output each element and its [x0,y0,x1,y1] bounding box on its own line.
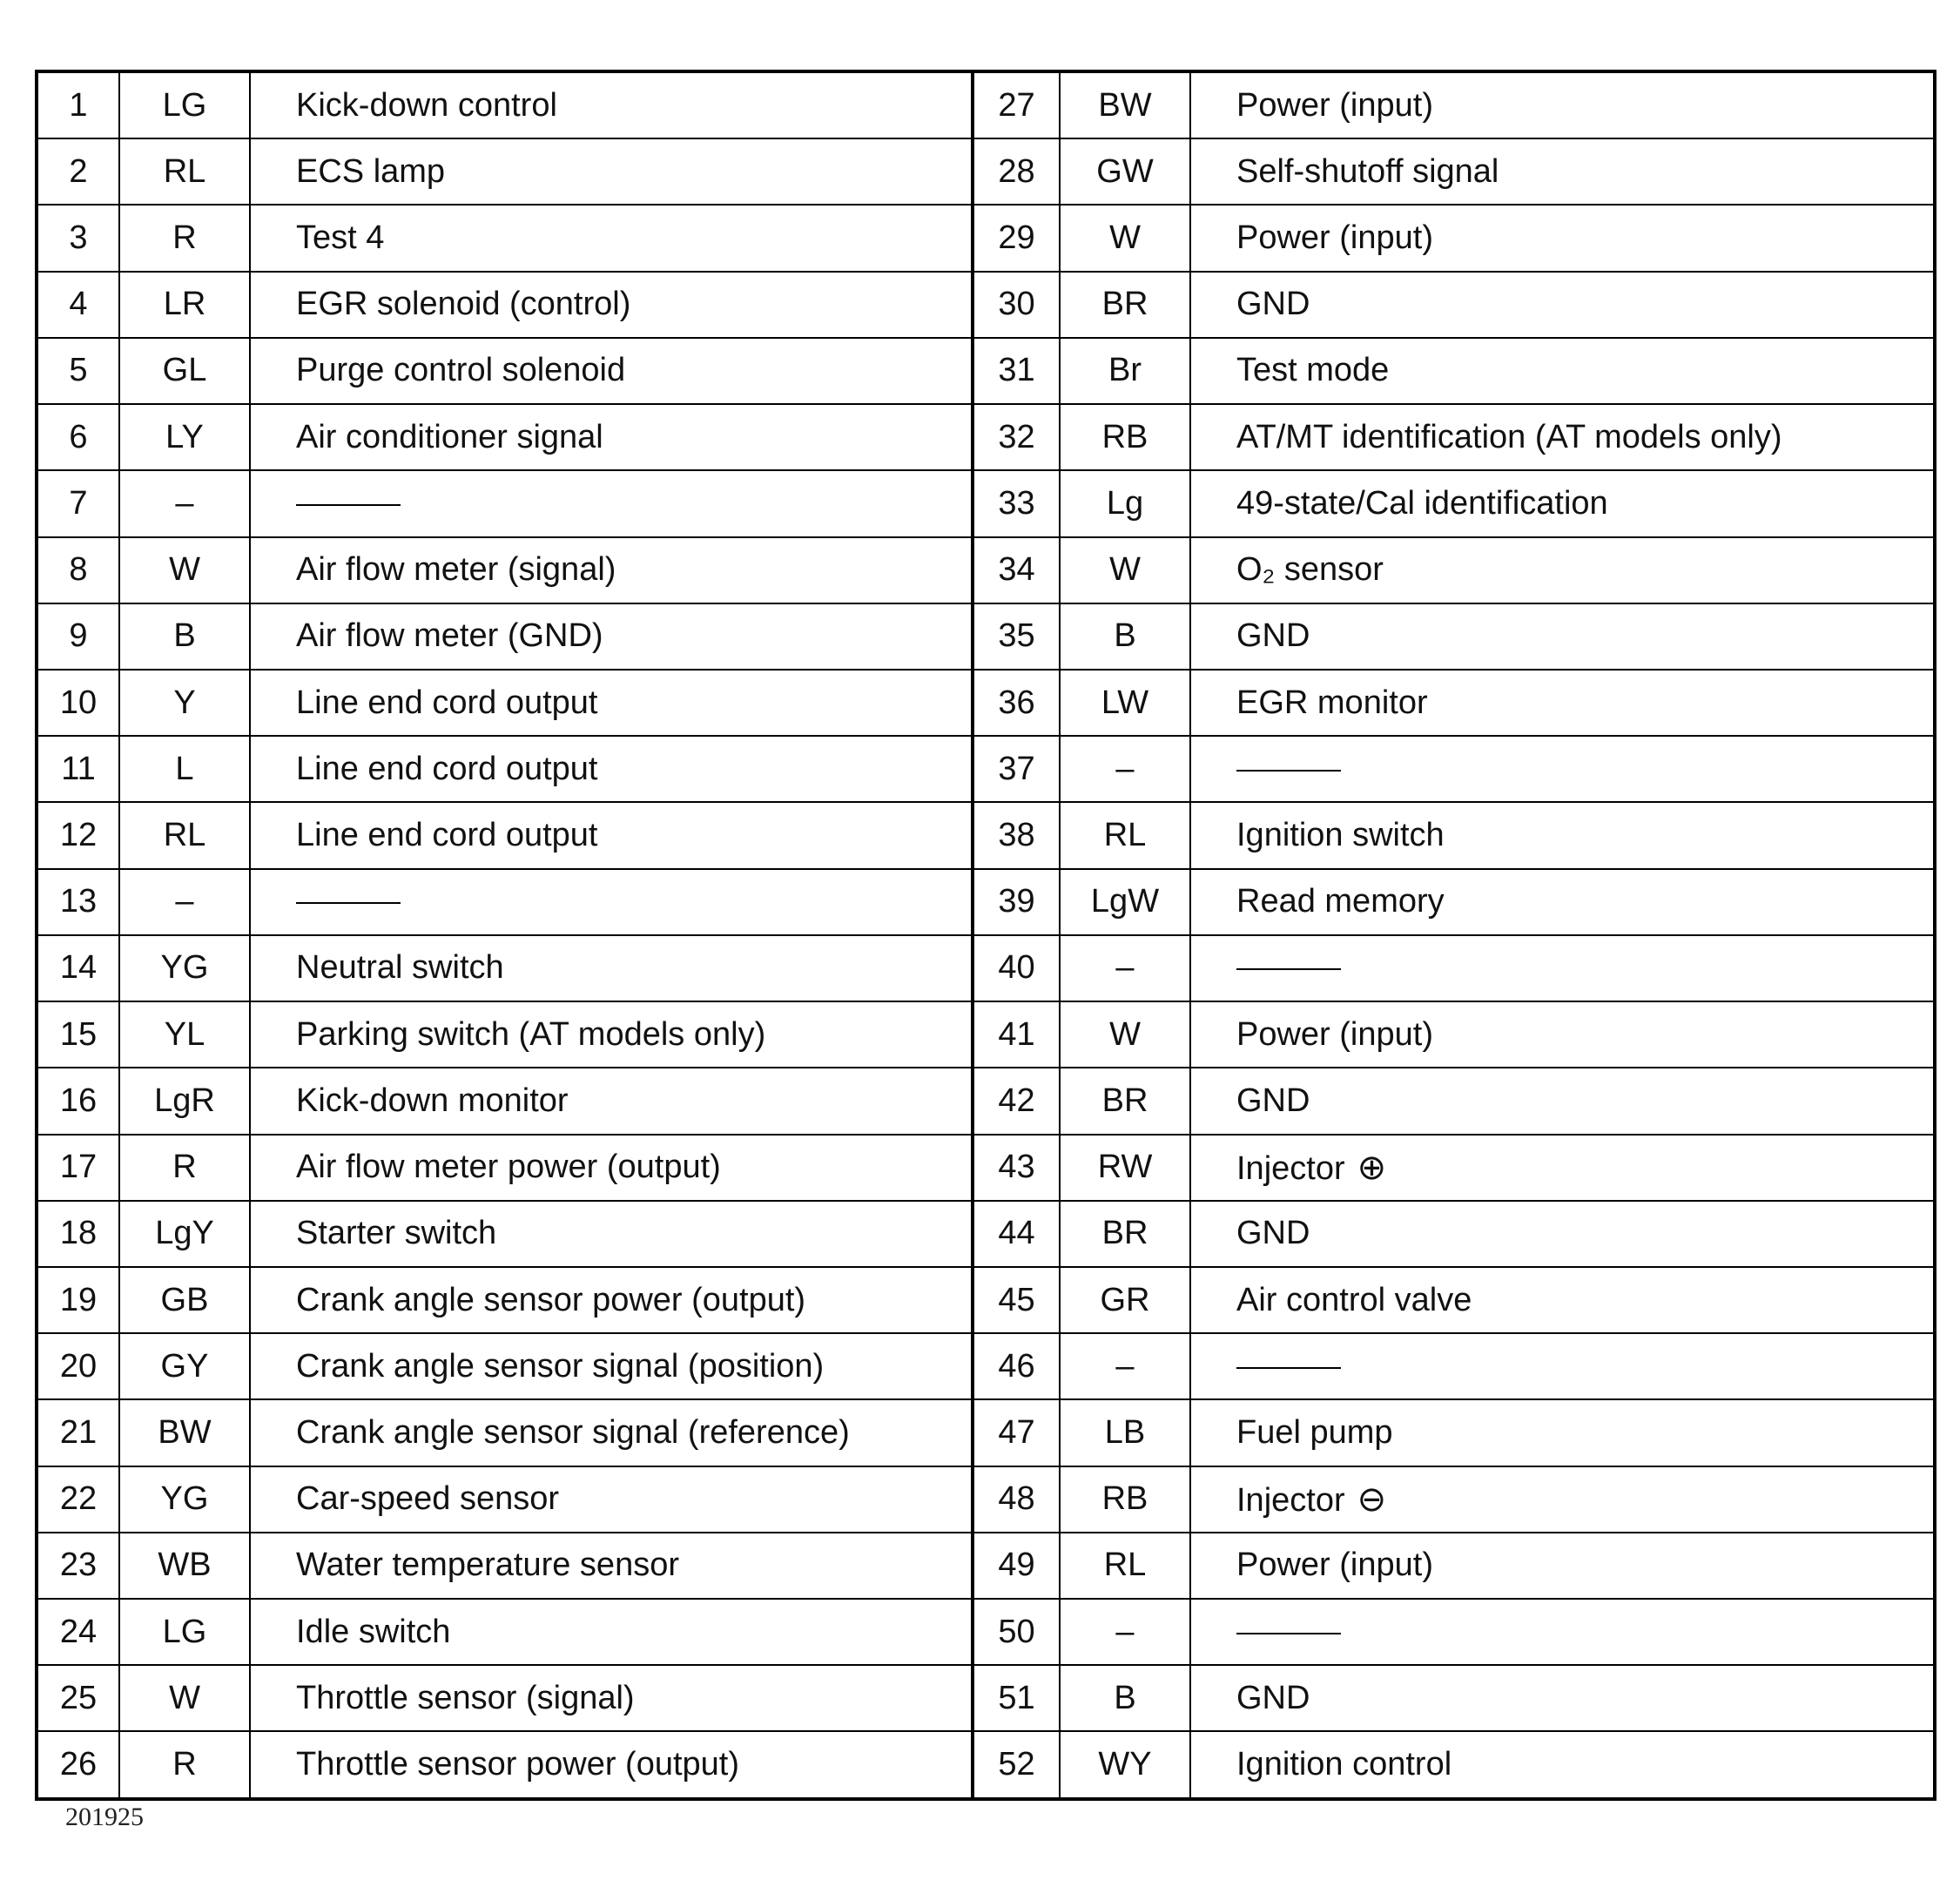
pin-row [37,71,1935,138]
pin-number: 4 [37,272,119,338]
pin-function [1190,1135,1935,1201]
function-text: Read memory [1236,883,1445,920]
pin-number: 13 [37,869,119,935]
pin-function [250,1135,973,1201]
pin-function [250,1068,973,1134]
pin-function [250,935,973,1001]
wire-color: LW [1060,670,1190,736]
wire-color: – [1060,935,1190,1001]
pin-function [250,404,973,470]
function-text: Ignition control [1236,1746,1452,1783]
wire-color: B [119,603,250,670]
pin-function [250,603,973,670]
unused-dash-line [1236,968,1341,970]
function-text: Air flow meter power (output) [296,1149,721,1186]
pin-row [37,1201,1935,1267]
pin-function [250,1533,973,1599]
pin-number: 22 [37,1466,119,1533]
pin-row [37,935,1935,1001]
pin-number: 49 [973,1533,1060,1599]
function-text: Power (input) [1236,1547,1433,1584]
pin-function [250,670,973,736]
pin-number: 14 [37,935,119,1001]
function-text: Kick-down monitor [296,1082,569,1119]
pin-number: 17 [37,1135,119,1201]
wire-color: LgR [119,1068,250,1134]
pin-number: 44 [973,1201,1060,1267]
pin-function [1190,1533,1935,1599]
pin-function [250,1665,973,1731]
pin-row [37,670,1935,736]
wire-color: LB [1060,1399,1190,1466]
function-text: AT/MT identification (AT models only) [1236,418,1782,455]
wire-color: W [1060,537,1190,603]
wire-color: BW [119,1399,250,1466]
pin-row [37,1001,1935,1068]
pin-number: 19 [37,1267,119,1333]
pin-number: 23 [37,1533,119,1599]
pin-number: 52 [973,1731,1060,1799]
function-text: GND [1236,1082,1310,1119]
wire-color: GW [1060,138,1190,205]
wire-color: R [119,205,250,271]
function-text: 49-state/Cal identification [1236,484,1608,522]
pin-function [250,272,973,338]
wire-color: Y [119,670,250,736]
pin-number: 34 [973,537,1060,603]
function-text: Neutral switch [296,949,504,987]
pin-function [1190,802,1935,868]
pin-number: 37 [973,736,1060,802]
pin-number: 28 [973,138,1060,205]
pin-row [37,1135,1935,1201]
wire-color: BR [1060,1201,1190,1267]
pin-function [1190,470,1935,536]
pin-number: 1 [37,71,119,138]
pin-row [37,1665,1935,1731]
function-text: Starter switch [296,1215,497,1252]
pin-number: 30 [973,272,1060,338]
pin-assignment-sheet [35,70,1933,1801]
pin-row [37,1399,1935,1466]
pin-number: 43 [973,1135,1060,1201]
function-text: Test 4 [296,219,385,257]
pin-row [37,1068,1935,1134]
pin-number: 38 [973,802,1060,868]
wire-color: Lg [1060,470,1190,536]
pin-number: 20 [37,1333,119,1399]
pin-number: 48 [973,1466,1060,1533]
pin-function [1190,1201,1935,1267]
wire-color: R [119,1135,250,1201]
function-text: GND [1236,286,1310,323]
pin-function [250,1731,973,1799]
wire-color: – [119,470,250,536]
pin-row [37,1267,1935,1333]
pin-number: 29 [973,205,1060,271]
pin-table-body [37,71,1935,1799]
pin-number: 32 [973,404,1060,470]
unused-dash-line [1236,1633,1341,1634]
function-text: O₂ sensor [1236,551,1384,589]
function-text: Kick-down control [296,86,557,124]
pin-function [1190,138,1935,205]
wire-color: RB [1060,404,1190,470]
function-text: Test mode [1236,352,1390,389]
pin-row [37,338,1935,404]
function-text: ECS lamp [296,152,446,190]
function-text: Air flow meter (signal) [296,551,616,589]
pin-number: 35 [973,603,1060,670]
wire-color: B [1060,1665,1190,1731]
pin-number: 16 [37,1068,119,1134]
function-text: EGR solenoid (control) [296,286,631,323]
pin-number: 33 [973,470,1060,536]
wire-color: – [119,869,250,935]
pin-number: 12 [37,802,119,868]
function-text: GND [1236,617,1310,655]
function-text: Power (input) [1236,86,1433,124]
pin-row [37,603,1935,670]
pin-row [37,1333,1935,1399]
pin-number: 24 [37,1599,119,1665]
wire-color: LgW [1060,869,1190,935]
pin-number: 15 [37,1001,119,1068]
wire-color: L [119,736,250,802]
pin-number: 51 [973,1665,1060,1731]
wire-color: BR [1060,272,1190,338]
pin-function [1190,1267,1935,1333]
pin-function [1190,935,1935,1001]
function-text: Power (input) [1236,1015,1433,1053]
pin-function [1190,338,1935,404]
pin-row [37,1466,1935,1533]
pin-number: 5 [37,338,119,404]
pin-number: 47 [973,1399,1060,1466]
function-text: Air flow meter (GND) [296,617,603,655]
function-text: Line end cord output [296,750,598,787]
wire-color: RL [119,138,250,205]
pin-row [37,205,1935,271]
wire-color: BR [1060,1068,1190,1134]
wire-color: RL [119,802,250,868]
wire-color: RL [1060,1533,1190,1599]
pin-function [250,537,973,603]
wire-color: W [1060,1001,1190,1068]
pin-function [250,1333,973,1399]
pin-function [1190,537,1935,603]
pin-function [1190,603,1935,670]
pin-function [1190,272,1935,338]
function-text: Crank angle sensor power (output) [296,1281,806,1318]
function-text: Parking switch (AT models only) [296,1015,766,1053]
wire-color: B [1060,603,1190,670]
pin-function [1190,1665,1935,1731]
pin-function [250,1399,973,1466]
pin-function [1190,1333,1935,1399]
function-text: Crank angle sensor signal (position) [296,1347,825,1385]
pin-function [250,338,973,404]
function-text: Self-shutoff signal [1236,152,1499,190]
pin-number: 7 [37,470,119,536]
pin-number: 11 [37,736,119,802]
pin-function [1190,869,1935,935]
pin-function [250,138,973,205]
pin-function [1190,1399,1935,1466]
pin-number: 6 [37,404,119,470]
wire-color: WY [1060,1731,1190,1799]
function-text: GND [1236,1215,1310,1252]
pin-assignment-table [35,70,1936,1801]
wire-color: W [119,537,250,603]
wire-color: RW [1060,1135,1190,1201]
wire-color: Br [1060,338,1190,404]
wire-color: LY [119,404,250,470]
pin-number: 39 [973,869,1060,935]
function-text: Air conditioner signal [296,418,603,455]
function-text: Air control valve [1236,1281,1472,1318]
function-text: Injector [1236,1149,1345,1187]
unused-dash-line [1236,770,1341,772]
pin-function [1190,1599,1935,1665]
pin-function [250,71,973,138]
pin-number: 46 [973,1333,1060,1399]
pin-function [250,470,973,536]
pin-number: 26 [37,1731,119,1799]
wire-color: GB [119,1267,250,1333]
function-text: Idle switch [296,1613,451,1650]
pin-function [1190,1466,1935,1533]
pin-row [37,1599,1935,1665]
pin-function [1190,1731,1935,1799]
pin-row [37,470,1935,536]
pin-function [250,802,973,868]
pin-number: 40 [973,935,1060,1001]
pin-row [37,537,1935,603]
function-text: Ignition switch [1236,817,1445,854]
pin-row [37,138,1935,205]
pin-number: 42 [973,1068,1060,1134]
pin-row [37,404,1935,470]
function-text: Fuel pump [1236,1413,1393,1451]
pin-function [1190,1001,1935,1068]
wire-color: YL [119,1001,250,1068]
pin-row [37,1533,1935,1599]
pin-number: 9 [37,603,119,670]
figure-id: 201925 [65,1803,144,1831]
wire-color: BW [1060,71,1190,138]
pin-number: 10 [37,670,119,736]
wire-color: RB [1060,1466,1190,1533]
pin-function [250,736,973,802]
wire-color: LG [119,71,250,138]
pin-function [1190,71,1935,138]
pin-function [250,1001,973,1068]
function-text: Injector [1236,1481,1345,1519]
wire-color: LR [119,272,250,338]
pin-row [37,869,1935,935]
pin-number: 31 [973,338,1060,404]
function-text: Line end cord output [296,684,598,721]
wire-color: RL [1060,802,1190,868]
function-text: Water temperature sensor [296,1547,679,1584]
function-text: Crank angle sensor signal (reference) [296,1413,850,1451]
wire-color: W [1060,205,1190,271]
pin-function [250,205,973,271]
unused-dash-line [296,504,401,506]
pin-number: 3 [37,205,119,271]
function-text: Car-speed sensor [296,1480,560,1518]
pin-function [250,1267,973,1333]
pin-function [1190,670,1935,736]
pin-number: 21 [37,1399,119,1466]
pin-row [37,736,1935,802]
unused-dash-line [1236,1367,1341,1369]
wire-color: R [119,1731,250,1799]
wire-color: W [119,1665,250,1731]
pin-number: 36 [973,670,1060,736]
wire-color: WB [119,1533,250,1599]
pin-function [1190,1068,1935,1134]
pin-number: 18 [37,1201,119,1267]
pin-number: 50 [973,1599,1060,1665]
pin-number: 45 [973,1267,1060,1333]
pin-row [37,1731,1935,1799]
pin-function [1190,404,1935,470]
pin-function [250,1466,973,1533]
pin-function [1190,736,1935,802]
wire-color: – [1060,736,1190,802]
function-text: Throttle sensor power (output) [296,1746,740,1783]
wire-color: LgY [119,1201,250,1267]
unused-dash-line [296,902,401,904]
wire-color: GY [119,1333,250,1399]
function-text: Purge control solenoid [296,352,626,389]
pin-function [250,1201,973,1267]
pin-row [37,802,1935,868]
function-text: Throttle sensor (signal) [296,1679,635,1716]
function-text: Line end cord output [296,817,598,854]
positive-terminal-icon: ⊕ [1357,1147,1387,1188]
wire-color: YG [119,1466,250,1533]
pin-number: 27 [973,71,1060,138]
wire-color: – [1060,1333,1190,1399]
wire-color: LG [119,1599,250,1665]
pin-number: 2 [37,138,119,205]
wire-color: GL [119,338,250,404]
function-text: GND [1236,1679,1310,1716]
pin-number: 8 [37,537,119,603]
pin-row [37,272,1935,338]
negative-terminal-icon: ⊖ [1357,1479,1387,1520]
function-text: Power (input) [1236,219,1433,257]
pin-number: 41 [973,1001,1060,1068]
pin-function [1190,205,1935,271]
pin-number: 25 [37,1665,119,1731]
wire-color: GR [1060,1267,1190,1333]
pin-function [250,1599,973,1665]
pin-function [250,869,973,935]
wire-color: – [1060,1599,1190,1665]
wire-color: YG [119,935,250,1001]
function-text: EGR monitor [1236,684,1428,721]
